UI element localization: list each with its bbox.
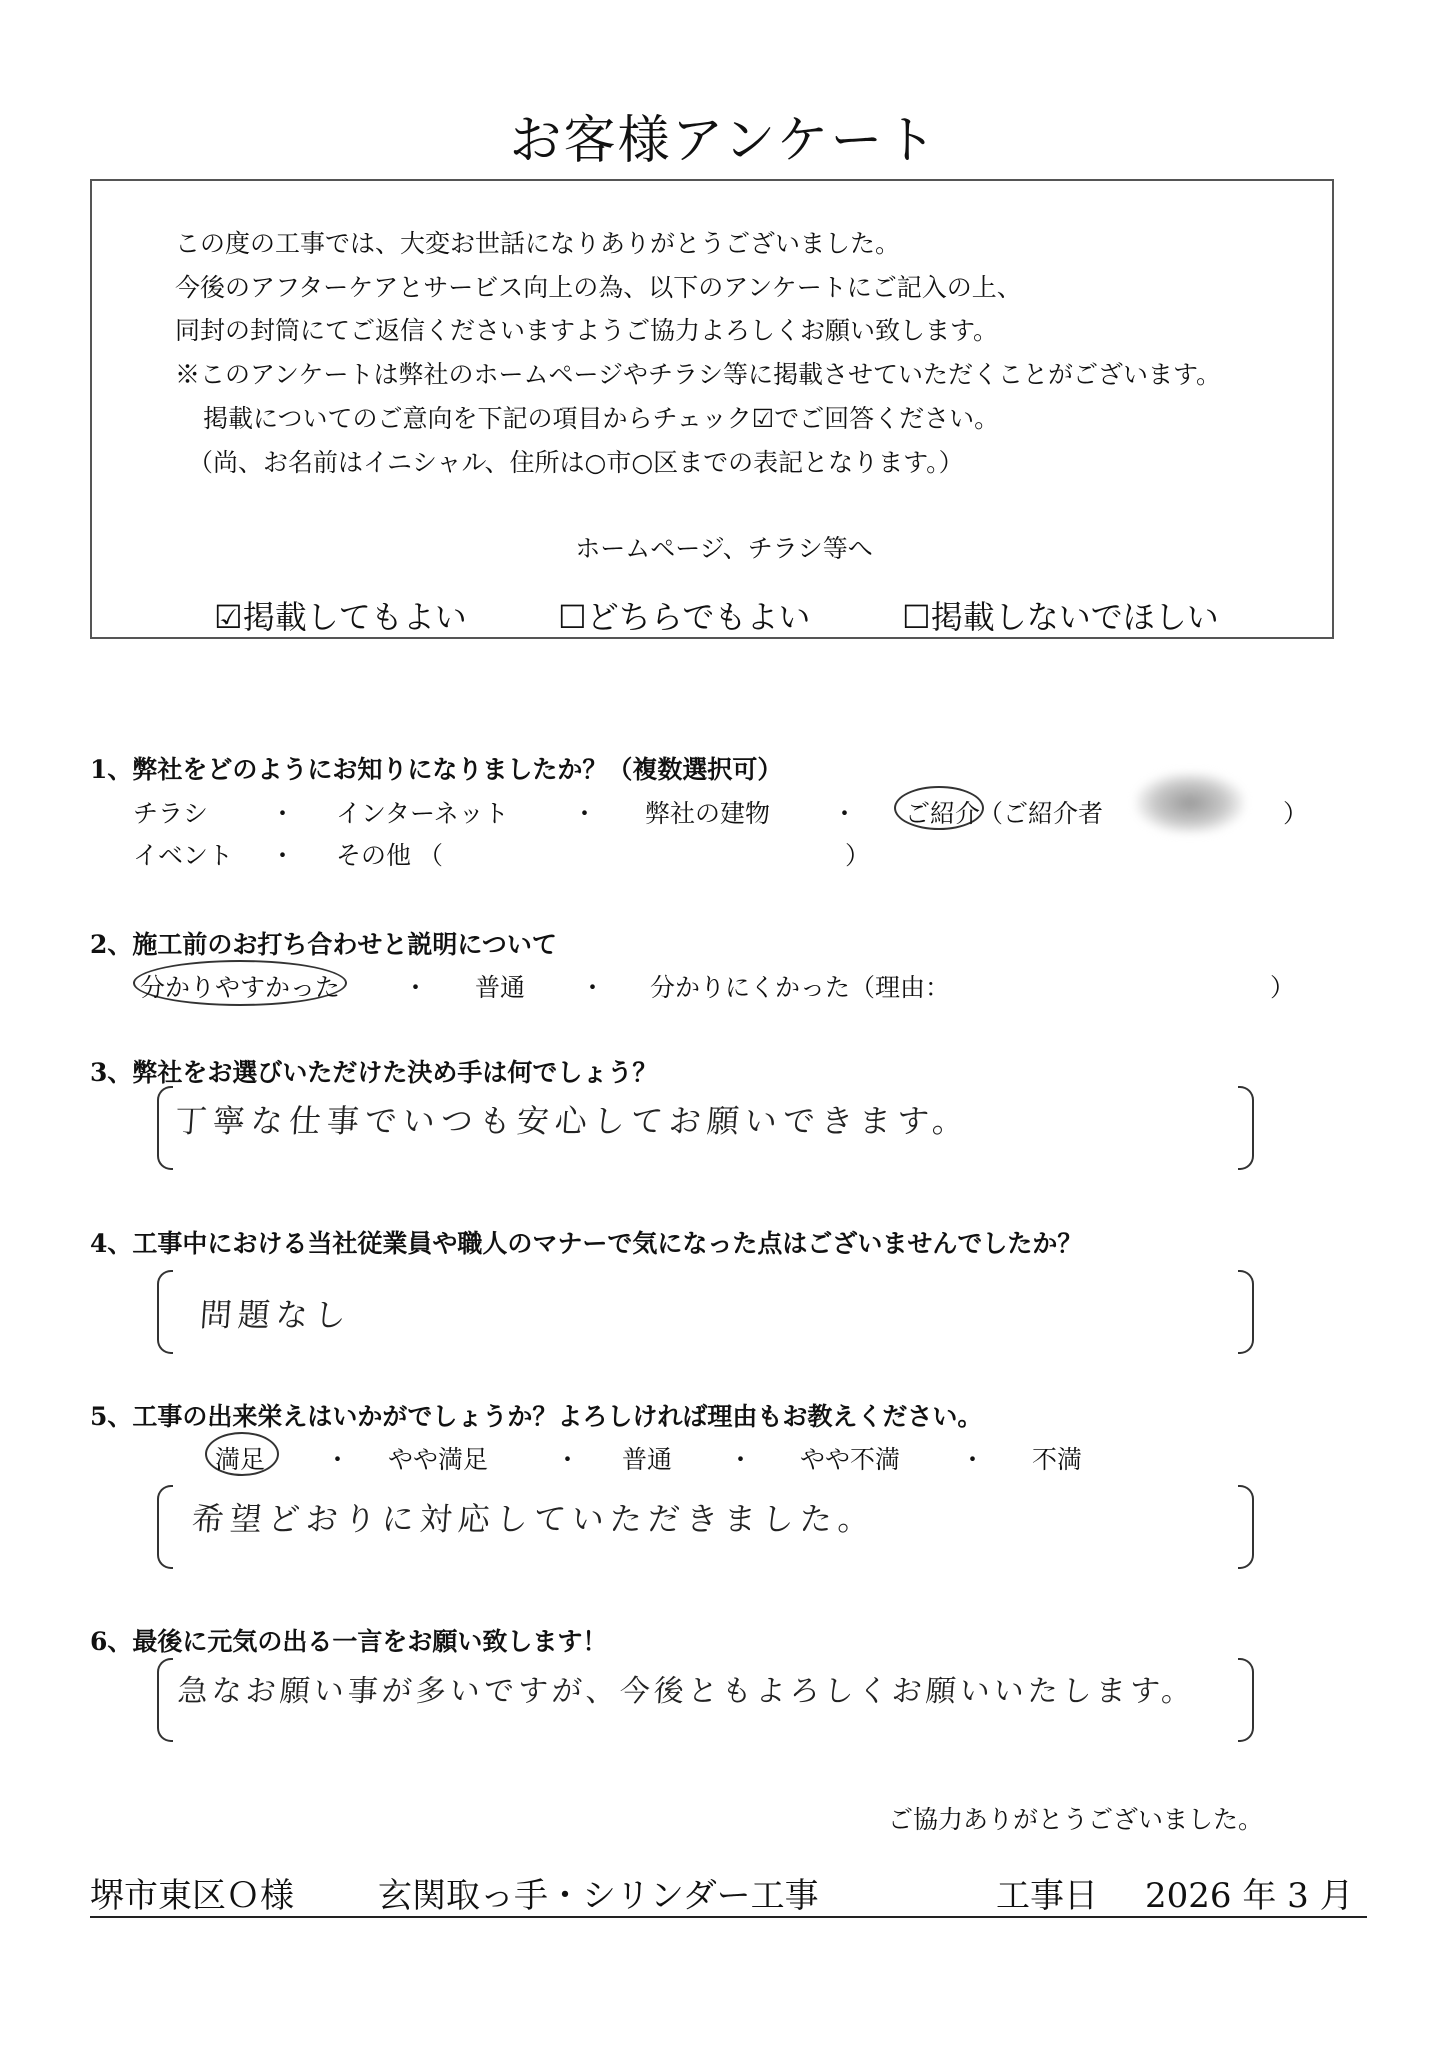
intro-line-3: 同封の封筒にてご返信くださいますようご協力よろしくお願い致します。 <box>175 316 999 345</box>
q6-answer: 急なお願い事が多いですが、今後ともよろしくお願いいたします。 <box>176 1674 1197 1709</box>
intro-line-4: ※このアンケートは弊社のホームページやチラシ等に掲載させていただくことがございます。 <box>175 360 1222 389</box>
intro-line-1: この度の工事では、大変お世話になりありがとうございました。 <box>175 229 901 258</box>
q5-option-dissatisfied[interactable]: 不満 <box>1032 1445 1083 1474</box>
separator: ・ <box>832 799 858 828</box>
page-title: お客様アンケート <box>509 111 939 171</box>
separator: ・ <box>325 1445 351 1474</box>
intro-line-5: 掲載についてのご意向を下記の項目からチェック☑でご回答ください。 <box>203 404 1000 433</box>
q5-answer: 希望どおりに対応していただきました。 <box>190 1500 878 1538</box>
q5-bracket-right <box>1238 1485 1254 1569</box>
intro-line-6: （尚、お名前はイニシャル、住所は○市○区までの表記となります。） <box>188 448 964 477</box>
footer-date-value: 2026 年 3 月 <box>1145 1876 1354 1916</box>
q6-question: 6、最後に元気の出る一言をお願い致します！ <box>90 1627 608 1656</box>
q6-bracket-left <box>157 1658 173 1742</box>
q2-close: ） <box>1270 973 1296 1002</box>
footer-customer: 堺市東区Ｏ様 <box>90 1876 294 1916</box>
q4-bracket-left <box>157 1270 173 1354</box>
q2-option-normal[interactable]: 普通 <box>475 973 526 1002</box>
separator: ・ <box>403 973 429 1002</box>
q5-option-somewhat-satisfied[interactable]: やや満足 <box>388 1445 489 1474</box>
q2-question: 2、施工前のお打ち合わせと説明について <box>90 930 557 959</box>
publish-option-allow[interactable]: ☑掲載してもよい <box>214 598 467 636</box>
q5-question: 5、工事の出来栄えはいかがでしょうか？よろしければ理由もお教えください。 <box>90 1402 983 1431</box>
q5-option-somewhat-dissatisfied[interactable]: やや不満 <box>800 1445 901 1474</box>
thanks-text: ご協力ありがとうございました。 <box>888 1805 1264 1834</box>
q3-bracket-left <box>157 1086 173 1170</box>
q1-option-flyer[interactable]: チラシ <box>133 799 209 828</box>
redacted-name <box>1135 772 1245 834</box>
separator: ・ <box>572 799 598 828</box>
q4-bracket-right <box>1238 1270 1254 1354</box>
intro-line-2: 今後のアフターケアとサービス向上の為、以下のアンケートにご記入の上、 <box>175 273 1022 302</box>
q1-referrer-label: （ご紹介者 <box>978 799 1104 828</box>
q1-question: 1、弊社をどのようにお知りになりましたか？（複数選択可） <box>90 755 783 784</box>
q3-answer: 丁寧な仕事でいつも安心してお願いできます。 <box>173 1102 972 1140</box>
q6-bracket-right <box>1238 1658 1254 1742</box>
separator: ・ <box>555 1445 581 1474</box>
publish-option-deny[interactable]: ☐掲載しないでほしい <box>902 598 1219 636</box>
q2-option-clear[interactable]: 分かりやすかった <box>140 973 341 1002</box>
separator: ・ <box>270 799 296 828</box>
q1-option-event[interactable]: イベント <box>133 841 234 870</box>
separator: ・ <box>728 1445 754 1474</box>
q1-other-open: （ <box>418 841 444 870</box>
q5-option-satisfied[interactable]: 満足 <box>215 1445 266 1474</box>
q4-answer: 問題なし <box>198 1296 354 1334</box>
q1-option-building[interactable]: 弊社の建物 <box>645 799 771 828</box>
q5-option-normal[interactable]: 普通 <box>622 1445 673 1474</box>
publish-caption: ホームページ、チラシ等へ <box>575 534 873 563</box>
q3-question: 3、弊社をお選びいただけた決め手は何でしょう？ <box>90 1058 658 1087</box>
q1-option-referral[interactable]: ご紹介 <box>905 799 981 828</box>
q1-referrer-close: ） <box>1283 799 1309 828</box>
publish-option-either[interactable]: ☐どちらでもよい <box>558 598 811 636</box>
separator: ・ <box>580 973 606 1002</box>
q3-bracket-right <box>1238 1086 1254 1170</box>
footer-date-label: 工事日 <box>996 1876 1098 1916</box>
q1-option-other[interactable]: その他 <box>336 841 412 870</box>
footer-work: 玄関取っ手・シリンダー工事 <box>378 1876 819 1916</box>
separator: ・ <box>270 841 296 870</box>
q1-option-internet[interactable]: インターネット <box>336 799 509 828</box>
q2-option-unclear[interactable]: 分かりにくかった（理由： <box>650 973 951 1002</box>
separator: ・ <box>960 1445 986 1474</box>
q1-other-close: ） <box>845 841 871 870</box>
footer-underline <box>90 1916 1367 1918</box>
q4-question: 4、工事中における当社従業員や職人のマナーで気になった点はございませんでしたか？ <box>90 1229 1083 1258</box>
q5-bracket-left <box>157 1485 173 1569</box>
